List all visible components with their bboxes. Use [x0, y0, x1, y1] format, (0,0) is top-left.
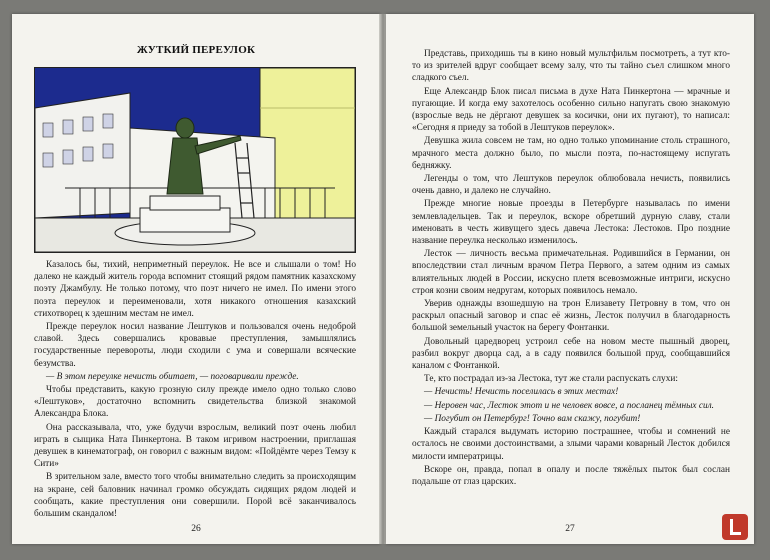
paragraph: Девушка жила совсем не там, но одно только упоминание столь страшного, мрачного места должно было, по мысли поэта, по-настоящему испугать бедняжку.	[412, 136, 730, 171]
paragraph: Представь, приходишь ты в кино новый мультфильм посмотреть, а тут кто-то из зрителей вдруг сообщает всему залу, что ты тайно съел слишком много сладкого съел.	[412, 49, 730, 84]
right-page	[386, 14, 754, 544]
illustration	[34, 67, 356, 253]
paragraph: Казалось бы, тихий, неприметный переулок. Не все и слышали о том! Но далеко не каждый житель города вспомнит стоящий рядом памятник казахскому поэту Джамбулу. Не только потому, что поэт ничего не имел. По имени этого поэта переулок и переименовали, хотя никакого отношения казахский стихотворец к здешним местам не имел.	[34, 260, 356, 319]
labirint-logo-icon[interactable]	[722, 514, 748, 540]
paragraph: Чтобы представить, какую грозную силу прежде имело одно только слово «Лештуков», достаточно вспомнить свидетельства близкой знакомой Александра Блока.	[34, 385, 356, 420]
right-body-text	[412, 48, 730, 489]
paragraph: Прежде переулок носил название Лештуков и пользовался очень недоброй славой. Здесь совершались кровавые преступления, замышлялись государственные перевороты, люди сходили с ума и совершали всяческие безумства.	[34, 322, 356, 369]
paragraph: — Погубит он Петербург! Точно вам скажу, погубит!	[424, 413, 641, 424]
statue-illustration-icon	[35, 68, 355, 252]
paragraph: Легенды о том, что Лештуков переулок облюбовала нечисть, появились очень давно, и далеко не случайно.	[412, 174, 730, 197]
paragraph: Те, кто пострадал из-за Лестока, тут же стали распускать слухи:	[424, 374, 678, 385]
chapter-title: ЖУТКИЙ ПЕРЕУЛОК	[136, 44, 256, 56]
paragraph: — В этом переулке нечисть обитает, — поговаривали прежде.	[46, 371, 299, 382]
left-body-text	[34, 259, 356, 521]
paragraph: Вскоре он, правда, попал в опалу и после тяжёлых пыток был сослан подальше от глаз царских.	[412, 464, 730, 487]
paragraph: Довольный царедворец устроил себе на новом месте пышный дворец, разбил вокруг дворца сад, а в саду появился большой пруд, сообщавшийся каналом с Фонтанкой.	[412, 336, 730, 372]
page-number: 26	[191, 524, 201, 534]
paragraph: Каждый старался выдумать историю пострашнее, чтобы и сомнений не осталось не своими достоинствами, а злыми чарами коварный Лесток добился милости императрицы.	[412, 427, 730, 462]
paragraph: Еще Александр Блок писал письма в духе Ната Пинкертона — мрачные и пугающие. И когда ему захотелось особенно сильно напугать свою знакомую (взрослые ведь не дёргают девушек за косички, они их пугают), то написал: «Сегодня я приеду за тобой в Лештуков переулок».	[412, 86, 730, 134]
paragraph: В зрительном зале, вместо того чтобы внимательно следить за происходящим на экране, сей баловник начинал громко обсуждать сидящих рядом людей и сообщать, какие преступления они совершили. Порой всё заканчивалось большим скандалом!	[34, 472, 356, 520]
paragraph: — Нечисть! Нечисть поселилась в этих местах!	[424, 387, 619, 398]
paragraph: Лесток — личность весьма примечательная. Родившийся в Германии, он впоследствии стал личным врачом Петра Первого, а затем одним из самых влиятельных людей в России, искусно плетя всевозможные интриги, искусно строя козни своим недругам, которых появилось немало.	[412, 249, 730, 296]
paragraph: Уверив однажды взошедшую на трон Елизавету Петровну в том, что он раскрыл опасный заговор и спас её жизнь, Лесток получил в благодарность большой земельный участок на берегу Фонтанки.	[412, 299, 730, 334]
paragraph: Прежде многие новые проезды в Петербурге называлась по имени землевладельцев. Так и переулок, вскоре обретший дурную славу, стали именовать в честь живущего здесь давеча Лестока: Лестоков. Про поздние название переулка несколько изменилось.	[412, 199, 730, 247]
page-number: 27	[565, 524, 575, 534]
paragraph: Она рассказывала, что, уже будучи взрослым, великий поэт очень любил играть в сыщика Ната Пинкертона. В таком игривом настроении, приглашая девушек в кинематограф, он говорил с важным видом: «Пойдёмте через Темзу к Сити»	[34, 422, 356, 470]
left-page	[12, 14, 380, 544]
paragraph: — Неровен час, Лесток этот и не человек вовсе, а посланец тёмных сил.	[424, 400, 715, 411]
